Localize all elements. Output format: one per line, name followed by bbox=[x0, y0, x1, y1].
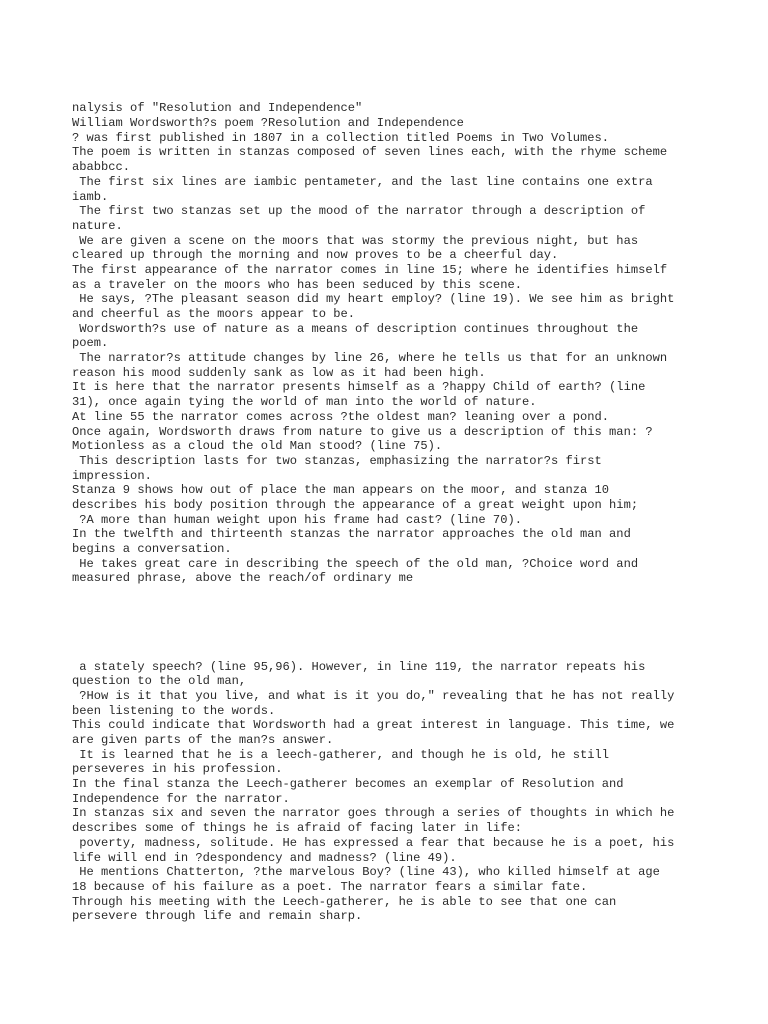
paragraph-part-1 bbox=[72, 101, 732, 586]
text-line: He mentions Chatterton, ?the marvelous Boy? (line 43), who killed himself at age bbox=[72, 865, 660, 880]
text-line: In the final stanza the Leech-gatherer becomes an exemplar of Resolution and bbox=[72, 777, 624, 792]
text-line: The narrator?s attitude changes by line 26, where he tells us that for an unknown bbox=[72, 351, 668, 366]
text-line: poem. bbox=[72, 336, 109, 351]
text-line: and cheerful as the moors appear to be. bbox=[72, 307, 356, 322]
text-line: Independence for the narrator. bbox=[72, 791, 290, 806]
text-line: iamb. bbox=[72, 189, 109, 204]
text-line: In the twelfth and thirteenth stanzas the narrator approaches the old man and bbox=[72, 527, 631, 542]
text-line: 31), once again tying the world of man into the world of nature. bbox=[72, 395, 537, 410]
text-line: The first two stanzas set up the mood of the narrator through a description of bbox=[72, 204, 646, 219]
text-line: measured phrase, above the reach/of ordinary me bbox=[72, 571, 414, 586]
text-line: This description lasts for two stanzas, emphasizing the narrator?s first bbox=[72, 453, 602, 468]
text-line: William Wordsworth?s poem ?Resolution and Independence bbox=[72, 116, 464, 131]
text-line: It is here that the narrator presents himself as a ?happy Child of earth? (line bbox=[72, 380, 646, 395]
text-line: The first six lines are iambic pentameter, and the last line contains one extra bbox=[72, 174, 653, 189]
text-line: ?A more than human weight upon his frame had cast? (line 70). bbox=[72, 512, 522, 527]
text-line: begins a conversation. bbox=[72, 542, 232, 557]
text-line: nature. bbox=[72, 218, 123, 233]
paragraph-part-2 bbox=[72, 660, 732, 924]
text-line: describes his body position through the appearance of a great weight upon him; bbox=[72, 497, 639, 512]
text-line: Once again, Wordsworth draws from nature to give us a description of this man: ? bbox=[72, 424, 653, 439]
text-line: a stately speech? (line 95,96). However, in line 119, the narrator repeats his bbox=[72, 659, 646, 674]
text-line: cleared up through the morning and now proves to be a cheerful day. bbox=[72, 248, 559, 263]
text-line: question to the old man, bbox=[72, 674, 247, 689]
text-line: impression. bbox=[72, 468, 152, 483]
text-line: At line 55 the narrator comes across ?the oldest man? leaning over a pond. bbox=[72, 409, 610, 424]
text-line: The first appearance of the narrator comes in line 15; where he identifies himself bbox=[72, 262, 668, 277]
text-line: nalysis of "Resolution and Independence" bbox=[72, 101, 363, 116]
text-line: The poem is written in stanzas composed of seven lines each, with the rhyme scheme bbox=[72, 145, 668, 160]
text-line: life will end in ?despondency and madness? (line 49). bbox=[72, 850, 457, 865]
text-line: ababbcc. bbox=[72, 160, 131, 175]
text-line: Motionless as a cloud the old Man stood? (line 75). bbox=[72, 439, 443, 454]
text-line: persevere through life and remain sharp. bbox=[72, 909, 363, 924]
blank-line bbox=[72, 616, 732, 631]
text-line: In stanzas six and seven the narrator goes through a series of thoughts in which he bbox=[72, 806, 675, 821]
text-line: as a traveler on the moors who has been seduced by this scene. bbox=[72, 277, 522, 292]
text-line: Wordsworth?s use of nature as a means of description continues throughout the bbox=[72, 321, 639, 336]
text-line: We are given a scene on the moors that was stormy the previous night, but has bbox=[72, 233, 639, 248]
text-line: are given parts of the man?s answer. bbox=[72, 733, 334, 748]
text-line: Through his meeting with the Leech-gatherer, he is able to see that one can bbox=[72, 894, 617, 909]
text-line: It is learned that he is a leech-gatherer, and though he is old, he still bbox=[72, 747, 610, 762]
text-line: perseveres in his profession. bbox=[72, 762, 283, 777]
text-line: This could indicate that Wordsworth had a great interest in language. This time, we bbox=[72, 718, 675, 733]
text-line: poverty, madness, solitude. He has expressed a fear that because he is a poet, his bbox=[72, 835, 675, 850]
text-line: ?How is it that you live, and what is it you do," revealing that he has not really bbox=[72, 688, 675, 703]
text-line: reason his mood suddenly sank as low as it had been high. bbox=[72, 365, 486, 380]
text-line: been listening to the words. bbox=[72, 703, 276, 718]
text-line: He takes great care in describing the speech of the old man, ?Choice word and bbox=[72, 556, 639, 571]
text-line: describes some of things he is afraid of facing later in life: bbox=[72, 821, 522, 836]
text-line: He says, ?The pleasant season did my heart employ? (line 19). We see him as bright bbox=[72, 292, 675, 307]
text-line: 18 because of his failure as a poet. The narrator fears a similar fate. bbox=[72, 879, 588, 894]
document-body bbox=[72, 72, 732, 953]
text-line: Stanza 9 shows how out of place the man appears on the moor, and stanza 10 bbox=[72, 483, 610, 498]
text-line: ? was first published in 1807 in a collection titled Poems in Two Volumes. bbox=[72, 130, 610, 145]
